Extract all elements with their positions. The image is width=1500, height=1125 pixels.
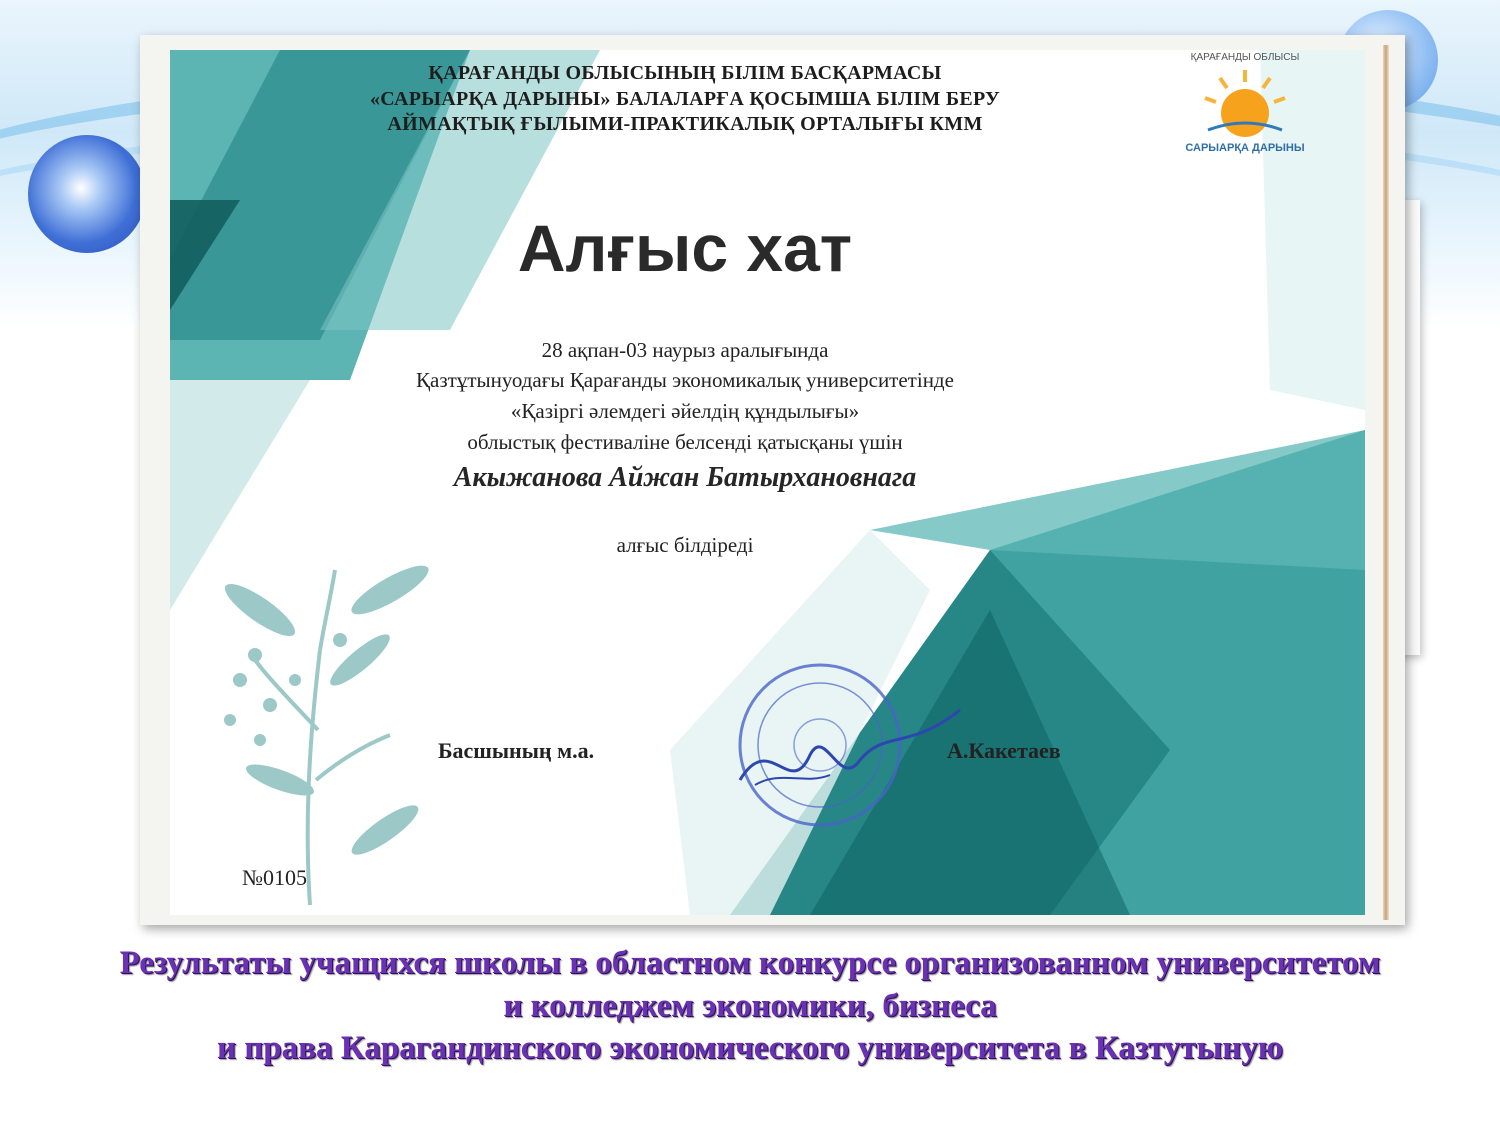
- body-line-1: 28 ақпан-03 наурыз аралығында: [541, 338, 829, 362]
- caption-line-3: и права Карагандинского экономического университета в Казтутыную: [217, 1030, 1283, 1066]
- logo-region-text: ҚАРАҒАНДЫ ОБЛЫСЫ: [1190, 52, 1300, 63]
- body-line-3: «Қазіргі әлемдегі әйелдің құндылығы»: [510, 399, 860, 423]
- header-line-2: «САРЫАРҚА ДАРЫНЫ» БАЛАЛАРҒА ҚОСЫМША БІЛІМ БЕРУ: [369, 88, 1001, 110]
- recipient-name: Акыжанова Айжан Батырхановнага: [453, 462, 917, 493]
- sun-emblem-icon: [1200, 68, 1290, 138]
- signer-name: А.Какетаев: [947, 738, 1061, 763]
- body-line-4: облыстық фестиваліне белсенді қатысқаны үшін: [467, 430, 903, 454]
- logo-name: САРЫАРҚА ДАРЫНЫ: [1185, 142, 1305, 154]
- certificate-number: №0105: [242, 865, 307, 890]
- certificate-title: Алғыс хат: [517, 211, 853, 285]
- certificate-paper: [170, 50, 1365, 915]
- thanks-text: алғыс білдіреді: [616, 533, 754, 557]
- caption-line-2: и колледжем экономики, бизнеса: [503, 988, 997, 1024]
- caption-line-1: Результаты учащихся школы в областном конкурсе организованном университетом: [119, 945, 1381, 981]
- body-line-2: Қазтұтынуодағы Қарағанды экономикалық университетінде: [416, 368, 954, 392]
- header-line-1: ҚАРАҒАНДЫ ОБЛЫСЫНЫҢ БІЛІМ БАСҚАРМАСЫ: [428, 62, 942, 84]
- paper-edge: [1383, 45, 1389, 920]
- header-line-3: АЙМАҚТЫҚ ҒЫЛЫМИ-ПРАКТИКАЛЫҚ ОРТАЛЫҒЫ КММ: [387, 113, 983, 135]
- decorative-orb-left: [28, 135, 146, 253]
- signer-role: Басшының м.а.: [438, 738, 595, 763]
- certificate-photo: [140, 35, 1405, 925]
- plant-illustration: [200, 530, 460, 910]
- official-stamp: [710, 650, 970, 840]
